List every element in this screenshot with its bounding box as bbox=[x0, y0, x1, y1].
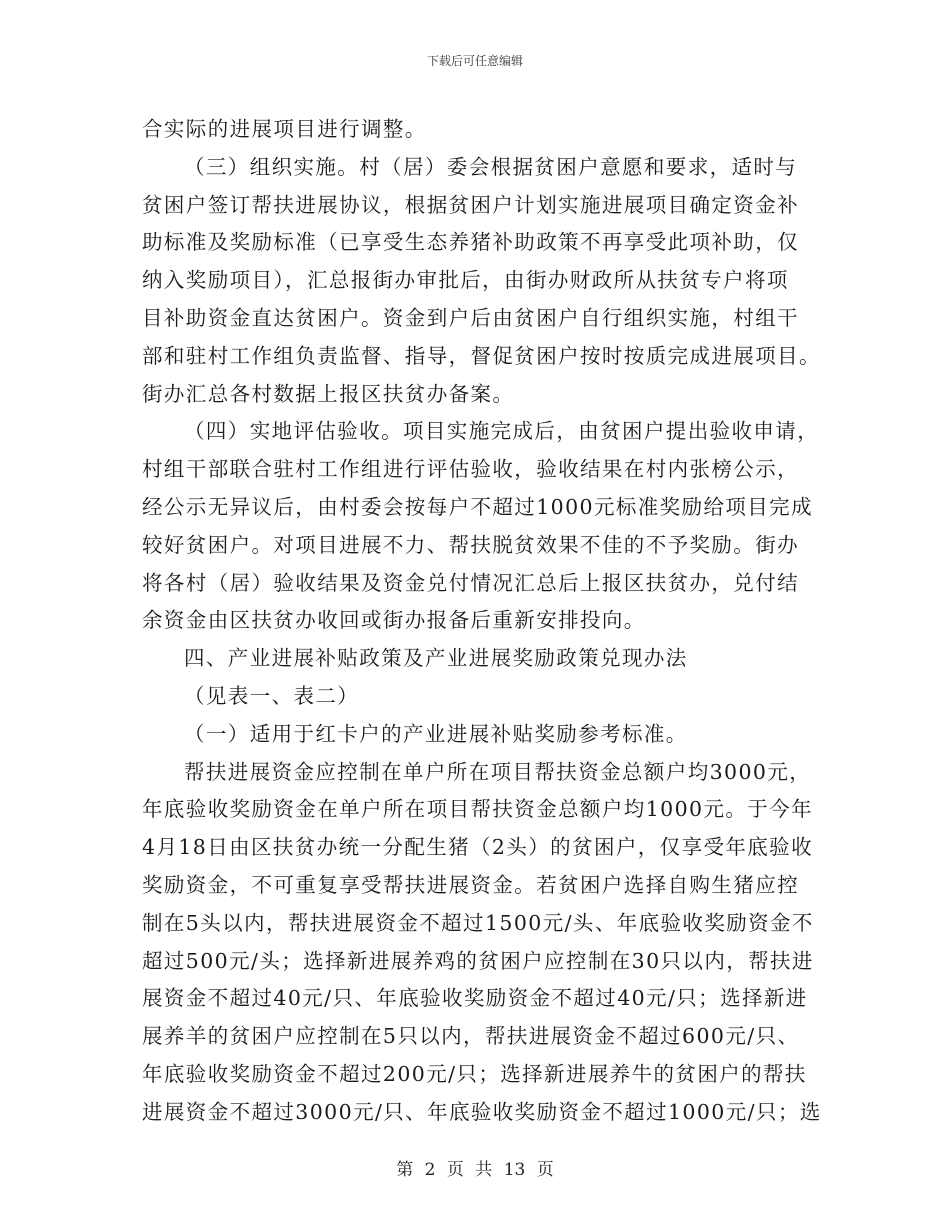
text-line: 年底验收奖励资金在单户所在项目帮扶资金总额户均1000元。于今年 bbox=[142, 797, 813, 822]
text-line: 4月18日由区扶贫办统一分配生猪（2头）的贫困户，仅享受年底验收 bbox=[142, 835, 813, 860]
text-line: （三）组织实施。村（居）委会根据贫困户意愿和要求，适时与 bbox=[184, 154, 798, 179]
text-line: 街办汇总各村数据上报区扶贫办备案。 bbox=[142, 381, 515, 406]
text-line: 助标准及奖励标准（已享受生态养猪补助政策不再享受此项补助，仅 bbox=[142, 230, 799, 255]
text-line: 帮扶进展资金应控制在单户所在项目帮扶资金总额户均3000元， bbox=[184, 759, 812, 784]
text-line: 较好贫困户。对项目进展不力、帮扶脱贫效果不佳的不予奖励。街办 bbox=[142, 532, 799, 557]
text-line: 贫困户签订帮扶进展协议，根据贫困户计划实施进展项目确定资金补 bbox=[142, 192, 799, 217]
text-line: 目补助资金直达贫困户。资金到户后由贫困户自行组织实施，村组干 bbox=[142, 305, 799, 330]
text-line: 纳入奖励项目），汇总报街办审批后，由街办财政所从扶贫专户将项 bbox=[142, 268, 789, 293]
text-line: （见表一、表二） bbox=[184, 683, 360, 708]
text-line: 制在5头以内，帮扶进展资金不超过1500元/头、年底验收奖励资金不 bbox=[142, 910, 814, 935]
text-line: 合实际的进展项目进行调整。 bbox=[142, 117, 427, 141]
subsection-heading: （一）适用于红卡户的产业进展补贴奖励参考标准。 bbox=[184, 721, 688, 746]
text-line: 进展资金不超过3000元/只、年底验收奖励资金不超过1000元/只；选 bbox=[142, 1099, 822, 1124]
text-line: 超过500元/头；选择新进展养鸡的贫困户应控制在30只以内，帮扶进 bbox=[142, 948, 814, 973]
text-line: 年底验收奖励资金不超过200元/只；选择新进展养牛的贫困户的帮扶 bbox=[142, 1061, 807, 1086]
text-line: 展资金不超过40元/只、年底验收奖励资金不超过40元/只；选择新进 bbox=[142, 986, 808, 1011]
text-line: 村组干部联合驻村工作组进行评估验收，验收结果在村内张榜公示， bbox=[142, 457, 799, 482]
page-header: 下载后可任意编辑 bbox=[426, 54, 523, 68]
text-line: 将各村（居）验收结果及资金兑付情况汇总后上报区扶贫办，兑付结 bbox=[142, 570, 799, 595]
document-body bbox=[142, 111, 822, 1132]
text-line: 余资金由区扶贫办收回或街办报备后重新安排投向。 bbox=[142, 608, 646, 633]
text-line: 经公示无异议后，由村委会按每户不超过1000元标准奖励给项目完成 bbox=[142, 494, 813, 519]
section-heading: 四、产业进展补贴政策及产业进展奖励政策兑现办法 bbox=[184, 646, 688, 671]
text-line: 奖励资金，不可重复享受帮扶进展资金。若贫困户选择自购生猪应控 bbox=[142, 872, 799, 897]
text-line: 展养羊的贫困户应控制在5只以内，帮扶进展资金不超过600元/只、 bbox=[142, 1024, 800, 1049]
text-line: 部和驻村工作组负责监督、指导，督促贫困户按时按质完成进展项目。 bbox=[142, 343, 821, 368]
text-line: （四）实地评估验收。项目实施完成后，由贫困户提出验收申请， bbox=[184, 419, 820, 444]
page-number: 第 2 页 共 13 页 bbox=[396, 1160, 554, 1180]
